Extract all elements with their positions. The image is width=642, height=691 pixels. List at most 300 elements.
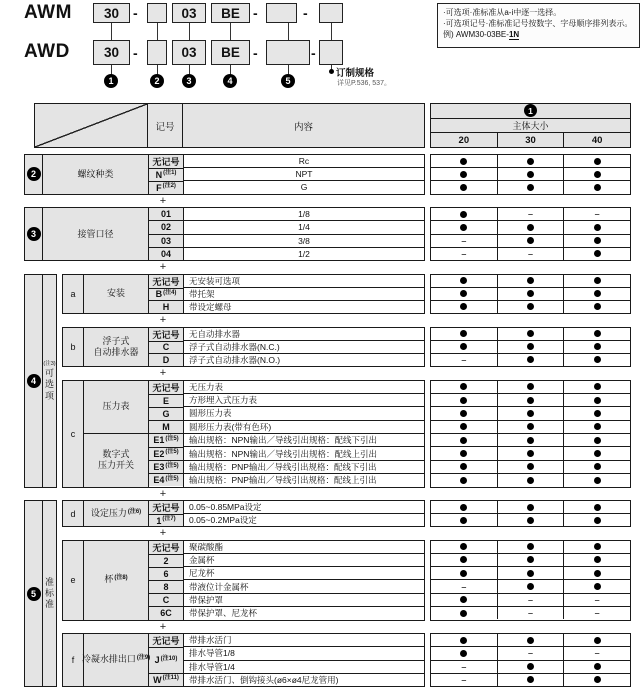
availability-cell	[563, 235, 630, 247]
availability-cell	[431, 248, 497, 260]
content-cell: 输出规格：PNP输出／导线引出规格：配线上引出	[184, 473, 424, 486]
availability-cell	[431, 407, 497, 419]
availability-cell	[431, 607, 497, 619]
availability-cell	[431, 168, 497, 180]
symbol-cell: J (注10)	[149, 647, 183, 673]
section-label: 杯$^{(注8)}$	[104, 574, 128, 585]
header-content-cell	[183, 104, 424, 147]
availability-dash: –	[461, 674, 467, 685]
example-prefix: 例) AWM30-03BE-	[443, 30, 509, 40]
example-line	[443, 29, 634, 40]
availability-cell	[431, 328, 497, 340]
size-column-header-40: 40	[563, 133, 630, 147]
availability-cell	[431, 381, 497, 393]
content-cell: NPT	[184, 167, 424, 180]
content-cell: 1/2	[184, 247, 424, 260]
availability-dash: –	[594, 209, 600, 220]
availability-cell	[563, 208, 630, 220]
availability-dash: –	[461, 581, 467, 592]
availability-cell	[563, 275, 630, 287]
section-callout-cell	[25, 208, 43, 260]
section-label-cell	[43, 208, 149, 260]
availability-dot	[527, 158, 534, 165]
availability-cell	[497, 461, 564, 473]
availability-cell	[497, 567, 564, 579]
content-cell: 0.05~0.2MPa设定	[184, 513, 424, 526]
symbol-cell: F (注2)	[149, 181, 183, 194]
model-option-box	[319, 40, 343, 65]
note-superscript: (注8)	[114, 575, 128, 582]
subsection-label-cell	[84, 275, 148, 314]
availability-dash: –	[528, 209, 534, 220]
vertical-label-char: 标	[44, 587, 54, 598]
availability-dot	[527, 397, 534, 404]
note-superscript: (注11)	[162, 675, 179, 682]
subsection-label-column	[84, 381, 149, 487]
availability-cell	[497, 541, 564, 553]
availability-dot	[527, 477, 534, 484]
availability-dot	[594, 184, 601, 191]
availability-dash: –	[528, 248, 534, 259]
note-superscript: (注5)	[165, 435, 179, 442]
availability-dot	[527, 237, 534, 244]
availability-cell	[563, 567, 630, 579]
availability-cell	[497, 474, 564, 486]
availability-dot	[594, 356, 601, 363]
symbol-cell: H	[149, 300, 183, 313]
availability-box	[430, 500, 631, 527]
symbol-cell: C	[149, 593, 183, 606]
availability-row	[431, 287, 630, 300]
availability-dot	[594, 517, 601, 524]
spec-section	[24, 207, 425, 261]
section-label: 接管口径	[77, 228, 114, 239]
availability-cell	[497, 514, 564, 526]
content-cell: Rc	[298, 156, 310, 167]
availability-row	[431, 208, 630, 220]
availability-cell	[431, 447, 497, 459]
availability-dot	[527, 303, 534, 310]
availability-row	[431, 593, 630, 606]
availability-cell	[497, 447, 564, 459]
availability-cell	[431, 567, 497, 579]
availability-row	[431, 673, 630, 686]
order-note-title: 订制规格	[336, 68, 375, 79]
availability-cell	[563, 554, 630, 566]
availability-cell	[563, 168, 630, 180]
availability-cell	[497, 341, 564, 353]
plus-sign: +	[159, 620, 167, 633]
vertical-label-char: 选	[44, 379, 54, 390]
availability-dot	[594, 450, 601, 457]
availability-row	[431, 180, 630, 193]
subsection-letter: e	[63, 541, 84, 620]
availability-cell	[563, 461, 630, 473]
availability-dot	[594, 250, 601, 257]
availability-dot	[460, 158, 467, 165]
availability-row	[431, 340, 630, 353]
availability-dot	[460, 556, 467, 563]
callout-circle-4: 4	[223, 74, 237, 88]
symbol-cell: B (注4)	[149, 288, 183, 301]
availability-dot	[460, 224, 467, 231]
spec-section	[24, 154, 425, 195]
availability-cell	[497, 288, 564, 300]
content-column	[184, 155, 424, 194]
info-note-box	[437, 3, 640, 48]
group-callout-cell	[25, 275, 43, 487]
availability-row	[431, 406, 630, 419]
section-label: 压力表	[102, 401, 130, 412]
availability-row	[431, 646, 630, 659]
availability-dot	[460, 171, 467, 178]
availability-cell	[563, 434, 630, 446]
spec-subsection	[62, 327, 425, 368]
symbol-cell: 无记号	[149, 275, 183, 288]
availability-dash: –	[594, 608, 600, 619]
plus-sign: +	[159, 314, 167, 327]
availability-cell	[497, 381, 564, 393]
availability-dot	[460, 383, 467, 390]
availability-cell	[563, 407, 630, 419]
availability-dot	[594, 504, 601, 511]
spec-subsection	[62, 380, 425, 488]
model-option-box	[266, 3, 297, 23]
header-content-label: 内容	[293, 121, 313, 133]
availability-dot	[527, 663, 534, 670]
subsection-letter: f	[63, 634, 84, 686]
symbol-cell: 无记号	[149, 328, 183, 341]
availability-cell	[497, 580, 564, 592]
subsection-letter: a	[63, 275, 84, 314]
availability-cell	[431, 341, 497, 353]
note-superscript: (注3)	[43, 361, 56, 368]
availability-cell	[431, 674, 497, 686]
model-size-box: 30	[93, 40, 130, 65]
table-header-right	[430, 103, 631, 148]
content-cell: 带排水活门、倒钩接头(ø6×ø4尼龙管用)	[184, 673, 424, 686]
availability-cell	[431, 354, 497, 366]
availability-cell	[563, 607, 630, 619]
availability-row	[431, 460, 630, 473]
availability-cell	[431, 301, 497, 313]
availability-dot	[594, 410, 601, 417]
availability-dot	[594, 477, 601, 484]
availability-row	[431, 553, 630, 566]
availability-cell	[431, 461, 497, 473]
availability-cell	[497, 661, 564, 673]
content-cell: 尼龙杯	[184, 566, 424, 579]
availability-row	[431, 513, 630, 526]
availability-dot	[460, 570, 467, 577]
content-cell: 输出规格：NPN输出／导线引出规格：配线上引出	[184, 446, 424, 459]
availability-dot	[594, 423, 601, 430]
availability-cell	[431, 208, 497, 220]
content-cell: 1/8	[298, 209, 310, 220]
availability-dot	[460, 211, 467, 218]
spec-group-outer	[24, 500, 57, 687]
symbol-cell: 无记号	[149, 155, 183, 168]
symbol-cell: 2	[149, 554, 183, 567]
callout-circle-2: 2	[150, 74, 164, 88]
availability-dash: –	[461, 235, 467, 246]
content-cell: 带设定螺母	[184, 300, 424, 313]
availability-dot	[594, 383, 601, 390]
note-superscript: (注9)	[136, 655, 151, 662]
availability-dot	[460, 610, 467, 617]
content-cell: 3/8	[184, 234, 424, 247]
availability-cell	[431, 434, 497, 446]
note-superscript: (注10)	[160, 655, 178, 662]
note-superscript: (注4)	[163, 289, 177, 296]
availability-row	[431, 353, 630, 366]
availability-cell	[431, 554, 497, 566]
symbol-cell: E2 (注5)	[149, 447, 183, 460]
plus-sign: +	[159, 527, 167, 540]
model-option-box	[147, 3, 167, 23]
availability-cell	[497, 275, 564, 287]
order-note-bullet	[329, 69, 334, 74]
availability-row	[431, 473, 630, 486]
vertical-label-char: 准	[44, 599, 54, 610]
content-cell: 带保护罩	[184, 593, 424, 606]
availability-cell	[563, 181, 630, 193]
content-column	[184, 501, 424, 526]
availability-dot	[594, 463, 601, 470]
spec-subsection	[62, 500, 425, 527]
symbol-cell: 无记号	[149, 634, 183, 647]
availability-row	[431, 579, 630, 592]
subsection-label-cell	[84, 433, 148, 487]
availability-cell	[431, 647, 497, 659]
availability-dot	[594, 676, 601, 683]
group-vertical-label	[43, 275, 56, 487]
symbol-cell: M	[149, 420, 183, 433]
availability-dot	[527, 450, 534, 457]
callout-circle-3: 3	[182, 74, 196, 88]
availability-dot	[594, 663, 601, 670]
availability-cell	[563, 661, 630, 673]
availability-cell	[497, 168, 564, 180]
availability-dot	[460, 184, 467, 191]
availability-cell	[563, 501, 630, 513]
callout-circle-5: 5	[281, 74, 295, 88]
content-cell: G	[184, 180, 424, 193]
content-cell: 圆形压力表	[184, 406, 424, 419]
subsection-label-cell	[84, 501, 148, 526]
vertical-label-char: 项	[44, 390, 54, 401]
section-callout: 3	[27, 227, 41, 241]
availability-box	[430, 154, 631, 195]
availability-row	[431, 606, 630, 619]
availability-cell	[497, 181, 564, 193]
availability-cell	[497, 554, 564, 566]
size-column-header-20: 20	[458, 134, 470, 146]
spec-subsection	[62, 540, 425, 621]
availability-dot	[460, 463, 467, 470]
availability-cell	[431, 155, 497, 167]
availability-dot	[460, 650, 467, 657]
availability-cell	[431, 181, 497, 193]
content-cell: 带液位计金属杯	[184, 579, 424, 592]
availability-dot	[527, 343, 534, 350]
availability-dash: –	[461, 248, 467, 259]
symbol-column	[149, 634, 184, 686]
subsection-letter: b	[63, 328, 84, 367]
availability-dot	[594, 330, 601, 337]
header-size-columns	[431, 132, 630, 147]
availability-cell	[431, 275, 497, 287]
note-superscript: (注1)	[163, 170, 177, 177]
availability-cell	[431, 594, 497, 606]
availability-cell	[497, 248, 564, 260]
symbol-cell: 6C	[149, 606, 183, 619]
plus-separator	[146, 621, 180, 634]
availability-row	[431, 393, 630, 406]
note-superscript: (注7)	[162, 516, 176, 522]
symbol-column	[149, 275, 184, 314]
callout-circle-1: 1	[104, 74, 118, 88]
availability-row	[431, 634, 630, 646]
availability-dot	[460, 303, 467, 310]
availability-dash: –	[528, 648, 534, 659]
availability-dot	[460, 477, 467, 484]
availability-dot	[594, 556, 601, 563]
plus-separator	[146, 488, 180, 501]
availability-cell	[497, 301, 564, 313]
availability-dot	[527, 184, 534, 191]
symbol-cell: 02	[149, 220, 183, 233]
symbol-column	[149, 328, 184, 367]
availability-cell	[563, 421, 630, 433]
availability-dot	[460, 437, 467, 444]
content-cell: 圆形压力表(带有色环)	[184, 420, 424, 433]
availability-cell	[431, 474, 497, 486]
availability-dot	[527, 583, 534, 590]
symbol-column	[149, 541, 184, 620]
size-column-header-30: 30	[497, 133, 564, 147]
availability-dot	[594, 237, 601, 244]
spec-subsection	[62, 633, 425, 687]
subsection-label-column	[84, 501, 149, 526]
availability-dot	[527, 543, 534, 550]
subsection-label-cell	[84, 381, 148, 434]
availability-row	[431, 300, 630, 313]
subsection-label-column	[84, 541, 149, 620]
symbol-cell: 无记号	[149, 381, 183, 394]
symbol-cell: E	[149, 394, 183, 407]
symbol-cell: N (注1)	[149, 168, 183, 181]
symbol-cell: G	[149, 407, 183, 420]
content-cell: 无压力表	[189, 381, 224, 392]
availability-cell	[563, 394, 630, 406]
section-label: 冷凝水排出口$^{(注9)}$	[81, 654, 151, 665]
availability-dot	[460, 450, 467, 457]
vertical-label-char: 准	[44, 576, 54, 587]
availability-dot	[527, 556, 534, 563]
availability-dot	[460, 397, 467, 404]
availability-cell	[563, 248, 630, 260]
availability-box	[430, 327, 631, 368]
content-cell: 金属杯	[184, 553, 424, 566]
availability-dot	[460, 637, 467, 644]
availability-row	[431, 328, 630, 340]
subsection-label-column	[84, 328, 149, 367]
availability-dot	[527, 277, 534, 284]
model-size-box: 30	[93, 3, 130, 23]
availability-cell	[563, 288, 630, 300]
symbol-cell: W (注11)	[149, 673, 183, 686]
section-label: 设定压力$^{(注6)}$	[90, 507, 142, 518]
availability-dash: –	[528, 608, 534, 619]
availability-row	[431, 501, 630, 513]
symbol-cell: C	[149, 341, 183, 354]
availability-cell	[431, 634, 497, 646]
availability-cell	[431, 661, 497, 673]
availability-cell	[497, 647, 564, 659]
availability-cell	[497, 674, 564, 686]
content-cell: 无安装可选项	[189, 275, 241, 286]
availability-dot	[594, 437, 601, 444]
availability-cell	[497, 607, 564, 619]
availability-cell	[431, 235, 497, 247]
header-diagonal-cell	[35, 104, 148, 147]
availability-dot	[527, 676, 534, 683]
availability-cell	[431, 541, 497, 553]
availability-cell	[497, 328, 564, 340]
model-dash: -	[133, 5, 138, 21]
availability-row	[431, 433, 630, 446]
availability-cell	[431, 421, 497, 433]
availability-dash: –	[461, 354, 467, 365]
content-cell: 排水导管1/4	[184, 660, 424, 673]
note-superscript: (注5)	[165, 449, 179, 456]
availability-dash: –	[461, 661, 467, 672]
availability-cell	[563, 674, 630, 686]
availability-box	[430, 380, 631, 488]
availability-cell	[497, 235, 564, 247]
availability-dot	[527, 504, 534, 511]
availability-row	[431, 247, 630, 260]
availability-row	[431, 541, 630, 553]
availability-cell	[497, 354, 564, 366]
symbol-cell: 03	[149, 234, 183, 247]
group-callout-cell	[25, 501, 43, 686]
availability-cell	[497, 501, 564, 513]
content-cell: 带排水活门	[189, 635, 232, 646]
availability-dot	[594, 290, 601, 297]
availability-cell	[497, 421, 564, 433]
note-superscript: (注2)	[162, 183, 176, 190]
content-cell: 浮子式自动排水器(N.C.)	[184, 340, 424, 353]
plus-separator	[146, 314, 180, 327]
section-label: 螺纹种类	[77, 168, 114, 179]
symbol-cell: E4 (注5)	[149, 473, 183, 486]
availability-row	[431, 660, 630, 673]
model-option-box	[266, 40, 310, 65]
availability-cell	[497, 434, 564, 446]
symbol-cell: D	[149, 353, 183, 366]
availability-dot	[527, 330, 534, 337]
availability-cell	[563, 594, 630, 606]
section-label: 安装	[106, 288, 125, 299]
availability-cell	[563, 354, 630, 366]
table-header-left	[34, 103, 425, 148]
availability-box	[430, 207, 631, 261]
availability-dot	[594, 397, 601, 404]
plus-sign: +	[159, 194, 167, 207]
symbol-column	[149, 501, 184, 526]
